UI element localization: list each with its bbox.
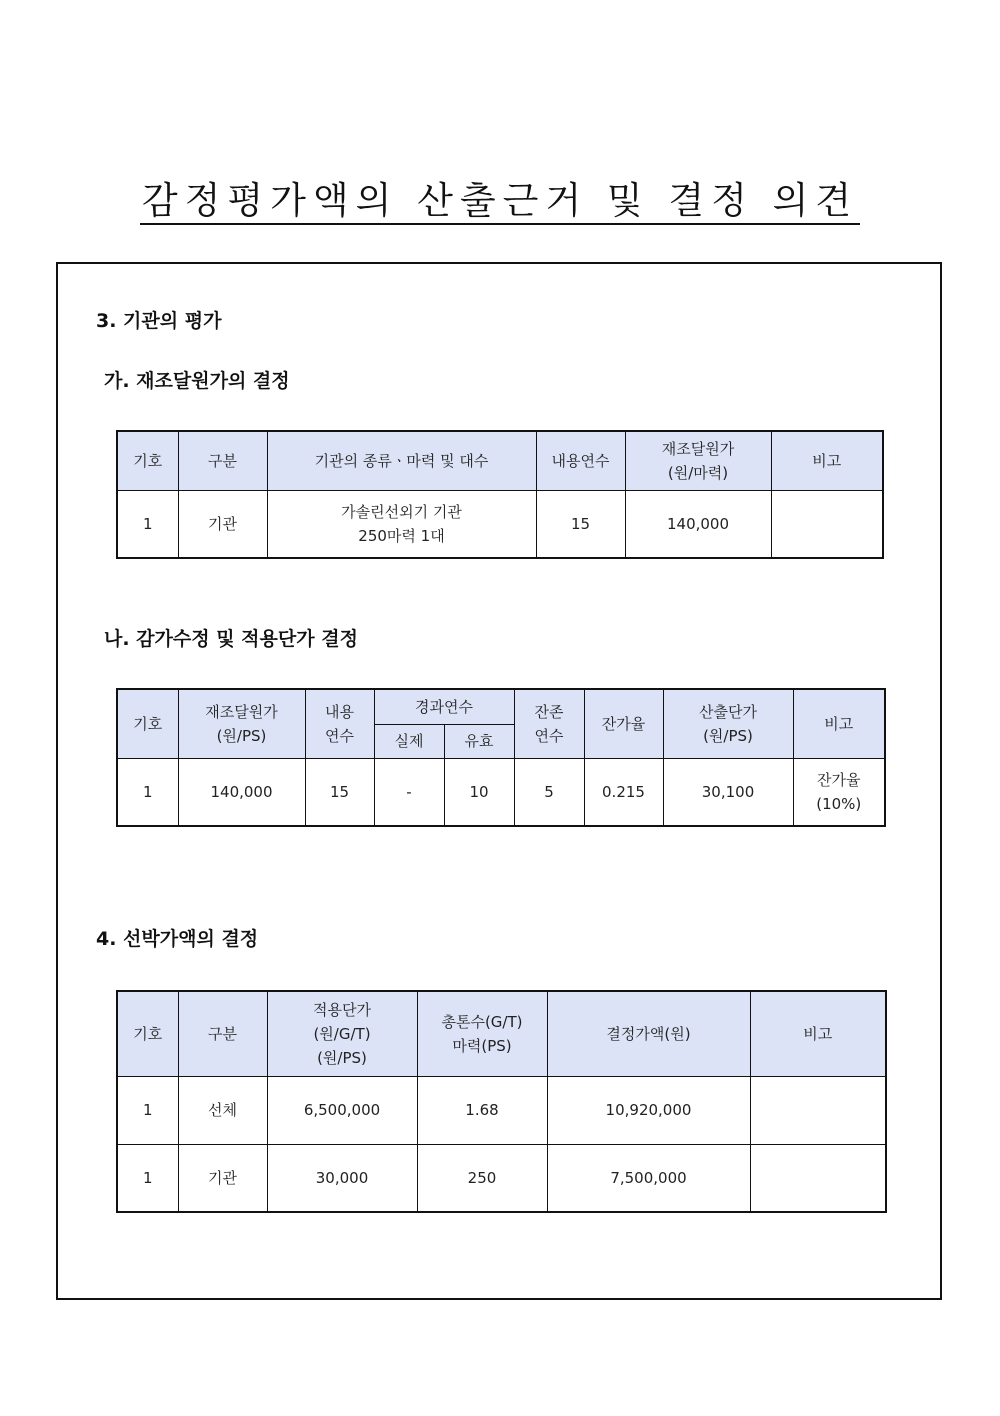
replacement-cost-table [116, 430, 884, 559]
header-cell: 유효 [444, 724, 514, 758]
table-header-row [117, 991, 886, 1076]
table-cell: 1 [117, 1144, 178, 1212]
header-cell: 실제 [374, 724, 444, 758]
header-cell: 기호 [117, 431, 178, 490]
header-cell: 산출단가 (원/PS) [663, 689, 793, 758]
header-cell: 재조달원가 (원/PS) [178, 689, 305, 758]
table-cell: - [374, 758, 444, 826]
header-cell: 재조달원가 (원/마력) [625, 431, 771, 490]
header-cell: 내용 연수 [305, 689, 374, 758]
table-cell: 가솔린선외기 기관 250마력 1대 [267, 490, 536, 558]
table-row [117, 758, 885, 826]
table-cell [771, 490, 883, 558]
table-row [117, 490, 883, 558]
table-cell: 기관 [178, 1144, 267, 1212]
table-cell: 10,920,000 [547, 1076, 750, 1144]
table-header-row [117, 431, 883, 490]
table-header-row [117, 689, 885, 724]
table-cell: 6,500,000 [267, 1076, 417, 1144]
table-cell: 140,000 [625, 490, 771, 558]
header-cell: 결정가액(원) [547, 991, 750, 1076]
header-cell: 기관의 종류ㆍ마력 및 대수 [267, 431, 536, 490]
table-cell [750, 1144, 886, 1212]
header-cell: 경과연수 [374, 689, 514, 724]
table-row [117, 1144, 886, 1212]
section-heading-engine-valuation: 3. 기관의 평가 [96, 310, 222, 332]
subsection-heading-depreciation: 나. 감가수정 및 적용단가 결정 [104, 628, 358, 650]
header-cell: 비고 [750, 991, 886, 1076]
table-cell [750, 1076, 886, 1144]
header-cell: 구분 [178, 991, 267, 1076]
table-cell: 잔가율 (10%) [793, 758, 885, 826]
table-cell: 250 [417, 1144, 547, 1212]
vessel-value-table [116, 990, 887, 1213]
table-cell: 30,000 [267, 1144, 417, 1212]
header-cell: 비고 [771, 431, 883, 490]
depreciation-table [116, 688, 886, 827]
header-cell: 잔존 연수 [514, 689, 584, 758]
header-cell: 총톤수(G/T) 마력(PS) [417, 991, 547, 1076]
table-cell: 기관 [178, 490, 267, 558]
table-cell: 0.215 [584, 758, 663, 826]
table-cell: 15 [536, 490, 625, 558]
table-row [117, 1076, 886, 1144]
header-cell: 기호 [117, 991, 178, 1076]
header-cell: 기호 [117, 689, 178, 758]
table-cell: 1.68 [417, 1076, 547, 1144]
table-cell: 1 [117, 758, 178, 826]
page-title: 감정평가액의 산출근거 및 결정 의견 [0, 170, 1000, 224]
table-cell: 1 [117, 1076, 178, 1144]
table-cell: 10 [444, 758, 514, 826]
table-cell: 1 [117, 490, 178, 558]
header-cell: 구분 [178, 431, 267, 490]
subsection-heading-replacement-cost: 가. 재조달원가의 결정 [104, 370, 290, 392]
header-cell: 적용단가 (원/G/T) (원/PS) [267, 991, 417, 1076]
section-heading-vessel-value: 4. 선박가액의 결정 [96, 928, 259, 950]
table-cell: 140,000 [178, 758, 305, 826]
table-cell: 선체 [178, 1076, 267, 1144]
header-cell: 내용연수 [536, 431, 625, 490]
table-cell: 5 [514, 758, 584, 826]
header-cell: 비고 [793, 689, 885, 758]
table-cell: 30,100 [663, 758, 793, 826]
table-cell: 15 [305, 758, 374, 826]
header-cell: 잔가율 [584, 689, 663, 758]
table-cell: 7,500,000 [547, 1144, 750, 1212]
